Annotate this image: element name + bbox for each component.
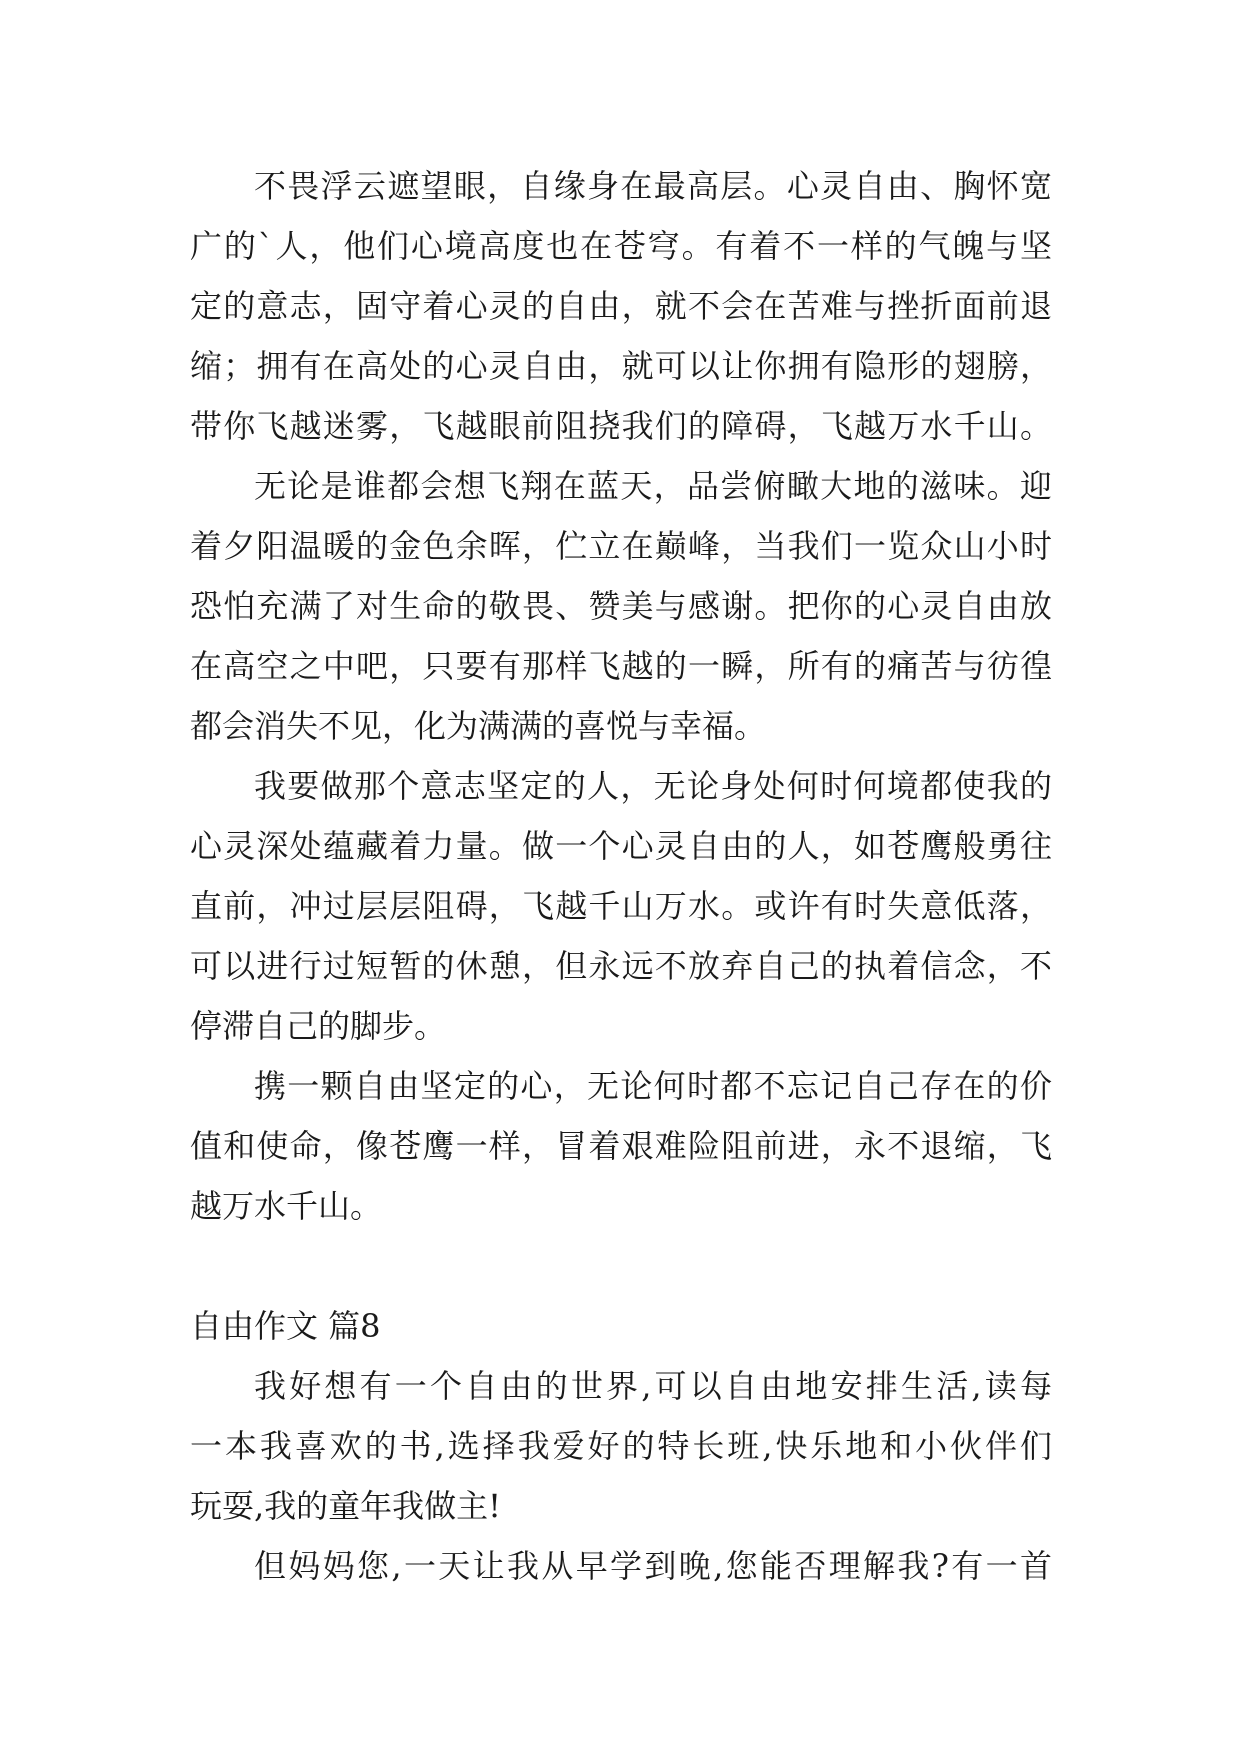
section-gap [190,1236,1052,1296]
text-line: 停滞自己的脚步。 [190,1007,447,1045]
paragraph [190,1356,1052,1536]
paragraph [190,1536,1052,1596]
text-line: 广的`人，他们心境高度也在苍穹。有着不一样的气魄与坚 [190,227,1052,265]
text-line: 心灵深处蕴藏着力量。做一个心灵自由的人，如苍鹰般勇往 [190,827,1052,865]
text-line: 值和使命，像苍鹰一样，冒着艰难险阻前进，永不退缩，飞 [190,1127,1052,1165]
text-line: 但妈妈您,一天让我从早学到晚,您能否理解我?有一首 [254,1547,1052,1585]
text-line: 越万水千山。 [190,1187,383,1225]
text-line: 恐怕充满了对生命的敬畏、赞美与感谢。把你的心灵自由放 [190,587,1052,625]
text-line: 定的意志，固守着心灵的自由，就不会在苦难与挫折面前退 [190,287,1052,325]
text-line: 一本我喜欢的书,选择我爱好的特长班,快乐地和小伙伴们 [190,1427,1052,1465]
text-line: 玩耍,我的童年我做主! [190,1487,502,1525]
paragraph [190,156,1052,456]
paragraph [190,756,1052,1056]
text-line: 我好想有一个自由的世界,可以自由地安排生活,读每 [254,1367,1052,1405]
text-line: 直前，冲过层层阻碍，飞越千山万水。或许有时失意低落， [190,887,1052,925]
paragraph [190,456,1052,756]
text-line: 我要做那个意志坚定的人，无论身处何时何境都使我的 [254,767,1052,805]
section-heading: 自由作文 篇8 [190,1307,381,1345]
text-line: 都会消失不见，化为满满的喜悦与幸福。 [190,707,767,745]
text-line: 可以进行过短暂的休憩，但永远不放弃自己的执着信念，不 [190,947,1052,985]
essay-body [190,156,1052,1596]
text-line: 缩；拥有在高处的心灵自由，就可以让你拥有隐形的翅膀， [190,347,1052,385]
paragraph [190,1056,1052,1236]
text-line: 不畏浮云遮望眼，自缘身在最高层。心灵自由、胸怀宽 [254,167,1052,205]
text-line: 着夕阳温暖的金色余晖，伫立在巅峰，当我们一览众山小时 [190,527,1052,565]
text-line: 携一颗自由坚定的心，无论何时都不忘记自己存在的价 [254,1067,1052,1105]
text-line: 在高空之中吧，只要有那样飞越的一瞬，所有的痛苦与彷徨 [190,647,1052,685]
text-line: 无论是谁都会想飞翔在蓝天，品尝俯瞰大地的滋味。迎 [254,467,1052,505]
text-line: 带你飞越迷雾，飞越眼前阻挠我们的障碍，飞越万水千山。 [190,407,1052,445]
